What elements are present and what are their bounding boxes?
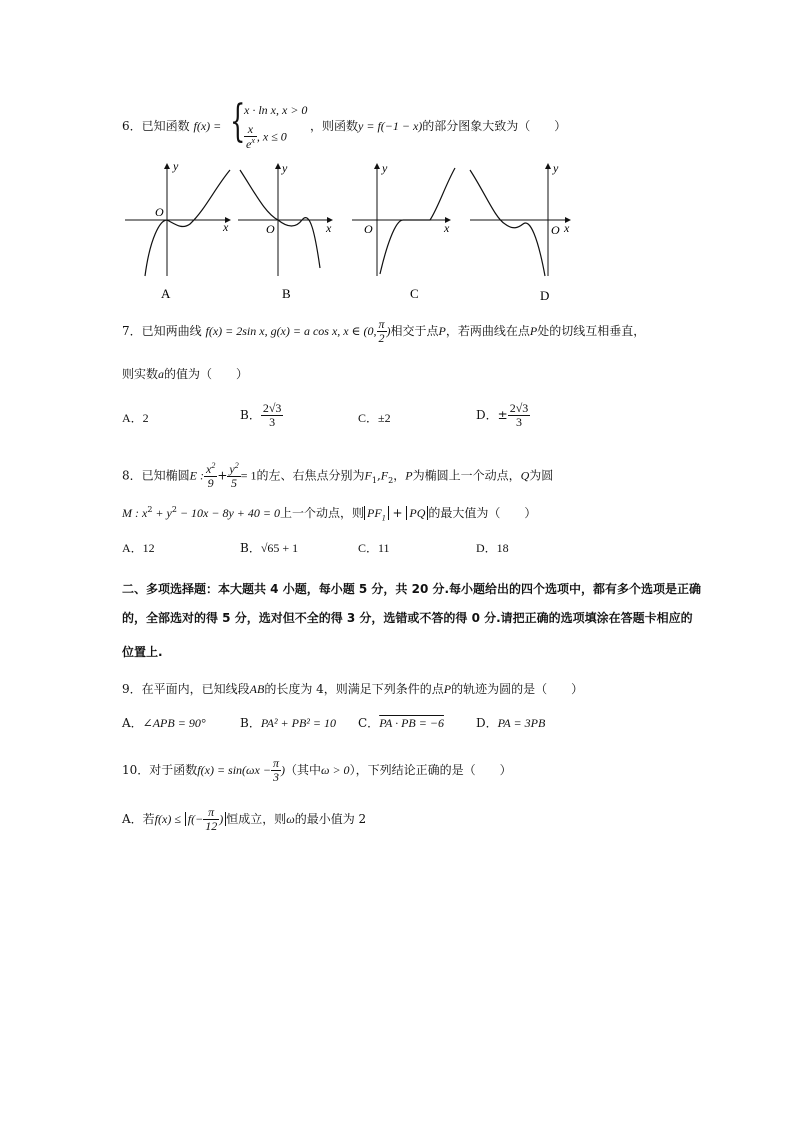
q10-stem: 10．对于函数f(x) = sin(ωx − $\frac{\pi}{3}$ )（其中ω > 0），下列结论正确的是（ ）: [122, 756, 512, 785]
q9-option-a: A．∠APB = 90°: [122, 716, 206, 730]
q7-option-b: B． $\frac{2√3}{3}$: [240, 401, 282, 430]
section2-line2: 的，全部选对的得 5 分，选对但不全的得 3 分，选错或不答的得 0 分.请把正确的选项填涂在答题卡相应的: [122, 611, 693, 625]
q8-line2: M : $x^2 + y^2 - 10x - 8y + 40 = 0$上一个动点，则 $PF_1$ + PQ 的最大值为（ ）: [122, 505, 537, 523]
q9-option-d: D．PA = 3PB: [476, 716, 546, 730]
graph-d: [470, 161, 570, 303]
graph-b-y-label: y: [282, 161, 288, 175]
section2-line1: 二、多项选择题：本大题共 4 小题，每小题 5 分，共 20 分.每小题给出的四个选项中，都有多个选项是正确: [122, 582, 702, 596]
q7-line2: 则实数a的值为（ ）: [122, 367, 249, 381]
graph-d-x-label: x: [564, 221, 570, 235]
q6-case1: x · ln x, x > 0: [244, 103, 308, 117]
graph-a-label: A: [161, 286, 171, 301]
q6-graphs: [120, 158, 590, 308]
q9-option-c: C．PA · PB = −6: [358, 716, 444, 730]
q8-option-a: A．12: [122, 541, 155, 555]
q8-option-c: C．11: [358, 541, 390, 555]
q7-stem: 7．已知两曲线 f(x) = 2sin x, g(x) = a cos x, x ∈ (0, $\frac{\pi}{2}$ )相交于点P，若两曲线在点P处的切线互相垂直，: [122, 317, 646, 346]
q8-option-b: B．√65 + 1: [240, 541, 299, 555]
graph-d-y-label: y: [553, 161, 559, 175]
graph-d-origin: O: [551, 223, 560, 237]
graph-c-x-label: x: [444, 221, 450, 235]
graph-b: [238, 161, 332, 301]
graph-b-label: B: [282, 286, 291, 301]
q6-stem-tail: ，则函数y = f(−1 − x)的部分图象大致为（ ）: [310, 119, 567, 133]
graph-a-y-label: y: [173, 159, 179, 173]
section2-line3: 位置上.: [122, 645, 163, 659]
q7-option-a: A．2: [122, 411, 149, 425]
graph-a-origin: O: [155, 205, 164, 219]
q9-option-b: B．PA² + PB² = 10: [240, 716, 336, 730]
q8-stem: 8．已知椭圆E : $\frac{x^2}{9}$ + $\frac{y^2}{5}$ = 1的左、右焦点分别为$F_1,F_2$，P为椭圆上一个动点，Q为圆: [122, 461, 554, 491]
graph-c-origin: O: [364, 222, 373, 236]
graph-b-origin: O: [266, 222, 275, 236]
q8-option-d: D．18: [476, 541, 509, 555]
graph-a: [125, 159, 230, 301]
graph-c-label: C: [410, 286, 419, 301]
q7-option-c: C．±2: [358, 411, 391, 425]
q7-option-d: D．± $\frac{2√3}{3}$: [476, 401, 529, 430]
q6-stem: 6．已知函数 f(x) =: [122, 119, 222, 133]
graph-a-x-label: x: [223, 220, 229, 234]
q10-option-a: A．若f(x) ≤ f(− $\frac{\pi}{12}$ ) 恒成立，则ω的最小值为 2: [122, 805, 367, 834]
q6-case2: $\frac{x}{e^x}$ , x ≤ 0: [246, 122, 287, 152]
q9-stem: 9．在平面内，已知线段AB的长度为 4，则满足下列条件的点P的轨迹为圆的是（ ）: [122, 682, 584, 696]
graph-c-y-label: y: [382, 161, 388, 175]
graph-d-label: D: [540, 288, 550, 303]
graph-b-x-label: x: [326, 221, 332, 235]
q6-brace: {: [230, 96, 246, 147]
graph-c: [352, 161, 455, 301]
